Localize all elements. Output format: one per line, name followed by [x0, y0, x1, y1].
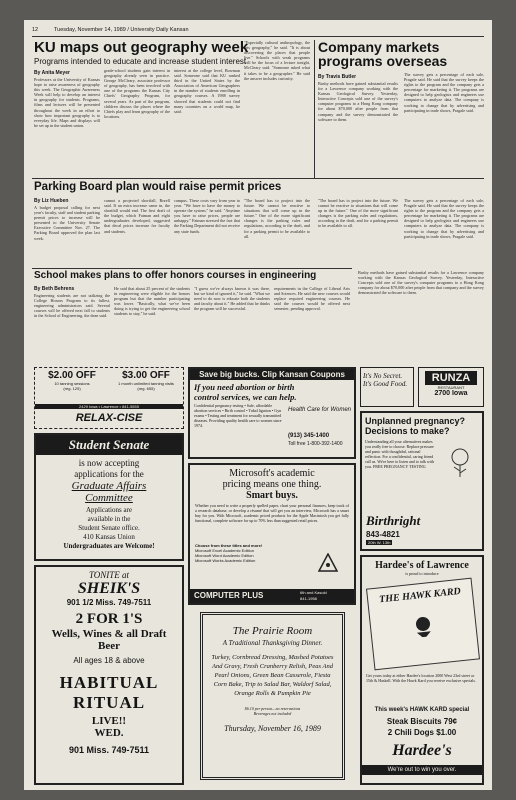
geo-headline: KU maps out geography week [34, 39, 249, 56]
honors-column-4: requirements in the College of Liberal Arts and Sciences. He said the new courses would replace required engineering courses. He said the courses would be offered next semester, pending approval. [274, 286, 350, 312]
computer-plus-bar [190, 589, 354, 603]
page-date: Tuesday, November 14, 1989 / University Daily Kansan [54, 27, 189, 33]
runza-sub: RESTAURANT [437, 385, 465, 390]
hardees-body: Get yours today at either Hardee's location 2000 West 23rd street or 15th & Haskell. With the Hawk Kard you receive exclusive specials. [366, 673, 476, 683]
geo-column-4: "Especially cultural anthropology, the arts geography," he said. "It is about discovering the places that people live." Schools with weak programs will be the focus of a lecture tonight, McCleary said. "Someone asked what it takes to be a geographer." He said the answer includes curiosity. [244, 40, 310, 81]
sheiks-items: Wells, Wines & all Draft Beer [51, 628, 167, 652]
prairie-subtitle: A Traditional Thanksgiving Dinner. [222, 639, 323, 647]
store-address: 6th and Kasold [300, 590, 327, 595]
markets-byline: By Travis Butler [318, 74, 357, 80]
clinic-head-1: If you need abortion or birth [194, 382, 295, 392]
hawk-kard-image [366, 578, 480, 671]
parking-column-2: cannot a projected shortfall, Borell said. If an extra increase came in, the shortfall would end. The first draft of the budget, which Fatman and eight undergraduates developed, suggested that decal prices increase for faculty and students. [104, 198, 170, 234]
microsoft-logo-icon [318, 553, 338, 573]
parking-column-6: The survey gets a percentage of each sale, Pragale said. He said that the survey keeps the rights to the program and the company gets a percentage for marketing it. The programs are designed to help geologists and engineers use computers to analyze data. The company is working to change that by advertising and participating in trade shows, Pragale said. [404, 198, 484, 239]
senate-line5: Applications are [85, 506, 133, 514]
senate-line3: Graduate Affairs [71, 480, 147, 492]
geo-column-3: interest at the college level, Bowman said. Someone said that KU ranked third in the United States by the Association of American Geographers in the number of students enrolling in geography courses. A 1988 survey showed that students could not find many countries on a world map, he said. [174, 68, 240, 114]
birthright-logo: Birthright [366, 513, 421, 528]
microsoft-head-3: Smart buys. [246, 490, 298, 501]
sheiks-address: 901 1/2 Miss. 749-7511 [66, 598, 152, 607]
sheiks-tonite: TONITE at [88, 570, 130, 580]
prairie-price: $6.10 per person—no reservations [244, 706, 301, 711]
senate-line2: applications for the [74, 469, 144, 479]
prairie-title: The Prairie Room [232, 625, 313, 637]
offer2-exp: (reg. 655) [137, 386, 155, 391]
clinic-body: Confidential pregnancy testing • Safe, affordable abortion services • Birth control • Tubal ligation • Gyn exams • Testing and treatment for sexually transmitted diseases. Providing quality health care to women since 1974. [194, 403, 282, 428]
pregnancy-head-2: Decisions to make? [365, 426, 450, 436]
clinic-ad[interactable] [188, 367, 356, 459]
prairie-extra: Beverages not included [253, 711, 292, 716]
hardees-subtitle: is proud to introduce [405, 571, 439, 576]
jayhawk-icon [410, 613, 436, 639]
parking-byline: By Liz Hueben [34, 198, 69, 204]
markets-column-2: The survey gets a percentage of each sale, Pragale said. He said that the survey keeps the rights to the program and the company gets a percentage for marketing it. The programs are designed to help geologists and engineers use computers to analyze data. The company is working to change that by advertising and participating in trade shows, Pragale said. [404, 72, 484, 113]
parking-column-3: campus. These costs vary from year to year. "We have to have the money to operate the system," he said. "Anytime you have to raise prices, people are unhappy." Fatman stressed the fact that the Parking Department did not receive any state funds. [174, 198, 240, 234]
offer1-price: $2.00 OFF [48, 370, 96, 381]
rose-icon [442, 443, 478, 479]
prairie-room-ad[interactable] [200, 612, 345, 780]
hardees-ad[interactable] [360, 555, 484, 785]
hawk-kard-title: THE HAWK KARD [378, 585, 462, 606]
student-senate-ad[interactable] [34, 433, 184, 561]
senate-line4: Committee [85, 492, 133, 504]
microsoft-ad[interactable] [188, 463, 356, 605]
microsoft-head-2: pricing means one thing. [222, 479, 322, 490]
offer1-sub: 10 tanning sessions [54, 381, 90, 386]
sheiks-day: WED. [94, 727, 124, 739]
band-name-1: HABITUAL [59, 673, 159, 692]
parking-column-1: A budget proposal calling for next year's faculty, staff and student parking permit prices to increase will be presented to the University Senate Executive Committee Nov. 27. The Parking Board approved the plan last week. [34, 205, 100, 241]
honors-column-3: "I guess we've always known it was there, but we kind of ignored it," he said. "What we need to do now is educate both the students and faculty about it." He added that he thinks the program will be successful. [194, 286, 270, 312]
page-header [32, 26, 484, 37]
senate-line8: 410 Kansas Union [83, 533, 135, 541]
good-food-line-2: It's Good Food. [363, 380, 408, 388]
prairie-menu: Turkey, Cornbread Dressing, Mashed Potatoes And Gravy, Fresh Cranberry Relish, Peas And Pearl Onions, Green Bean Casserole, Fiesta Corn Bake, Trip to Salad Bar, Waldorf Salad, Orange Rolls & Pumpkin Pie [211, 654, 334, 697]
store-name: COMPUTER PLUS [194, 591, 264, 600]
sheiks-special: 2 FOR 1'S [75, 611, 143, 627]
pregnancy-ad[interactable] [360, 411, 484, 551]
band-name-2: RITUAL [72, 693, 146, 712]
senate-title: Student Senate [36, 435, 182, 455]
store-phone: 841-1958 [300, 596, 317, 601]
parking-column-4: "The board has to project into the future. We cannot be reactive to situations that will come up in the future." One of the more significant changes is the parking rules and regulations, according to the draft, and for a parking permit to be available to all. [244, 198, 310, 239]
good-food-ad[interactable] [360, 367, 414, 407]
runza-logo: RUNZA [425, 371, 477, 385]
markets-continued: Busby methods have gained substantial results for a Lawrence company working with the Kansas Geological Survey. Yesterday, Interactive Concepts sold one of the survey's computer programs to a Hong Kong company for about $70,000 after people from that company and the survey demonstrated the software to them. [358, 270, 484, 296]
offer2-sub: 1 month unlimited tanning visits [118, 381, 174, 386]
senate-line7: Student Senate office. [78, 524, 140, 532]
microsoft-item-1: Microsoft Excel Academic Edition [195, 548, 254, 553]
senate-line1: is now accepting [78, 458, 140, 468]
relaxcise-ad[interactable] [34, 367, 184, 429]
good-food-line-1: It's No Secret. [363, 372, 403, 380]
prairie-date: Thursday, November 16, 1989 [224, 724, 321, 733]
microsoft-body: Whether you need to write a properly spelled paper, chart your personal finances, keep track of a research database, or develop a résumé that will get you an interview, Microsoft has a smart buy for you. With Microsoft, academic priced products for the Apple Macintosh you get fully functional, complete software for up to 70% less than suggested retail prices. [195, 503, 349, 523]
newspaper-page [24, 20, 492, 790]
hardees-title: Hardee's of Lawrence [375, 560, 469, 571]
column-rule [314, 40, 315, 178]
honors-headline: School makes plans to offer honors courses in engineering [34, 270, 317, 281]
sheiks-live: LIVE!! [91, 715, 127, 727]
honors-column-1: Engineering students are not utilizing the College Honors Program to its fullest, engineering administrators said. Several courses will be offered next fall to students in the School of Engineering, the dean said. [34, 293, 110, 319]
microsoft-item-3: Microsoft Works Academic Edition [195, 558, 256, 563]
birthright-address: 20th W. 13th [368, 540, 391, 545]
clinic-head-2: control services, we can help. [194, 392, 297, 402]
honors-column-2: He said that about 25 percent of the students in engineering were eligible for the honors program but that the number participating was lower. "Basically, what we've been doing is trying to get the engineering school students to stay," he said. [114, 286, 190, 317]
microsoft-item-2: Microsoft Word Academic Edition [195, 553, 254, 558]
relaxcise-logo: RELAX-CISE [75, 412, 143, 424]
geo-column-2: grade-school students gain interest in geography already seen in practice. George McCleary, associate professor of geography, has been involved with one of the programs the Kansas City Chiefs' Geography Program, for several years. As part of the program, children discuss the places where the Chiefs play and learn geography of the locations. [104, 68, 170, 119]
section-rule [32, 178, 484, 179]
clinic-name: Health Care for Women [288, 407, 352, 413]
hardees-special-1: Steak Biscuits 79¢ [386, 717, 458, 726]
offer1-exp: (reg. 125) [63, 386, 81, 391]
pregnancy-head-1: Unplanned pregnancy? [365, 416, 466, 426]
coupons-banner: Save big bucks. Clip Kansan Coupons [190, 369, 354, 380]
hardees-logo: Hardee's [392, 742, 452, 759]
geo-deck: Programs intended to educate and increase student interest [34, 57, 247, 66]
microsoft-choose: Choose from these titles and more! [195, 543, 263, 548]
page-number: 12 [32, 27, 39, 33]
relaxcise-address: 2429 Iowa • Lawrence • 841-5555 [35, 404, 183, 409]
parking-headline: Parking Board plan would raise permit prices [34, 181, 282, 193]
senate-line9: Undergraduates are Welcome! [63, 542, 155, 550]
geo-column-1: Professors at the University of Kansas hope to raise awareness of geography this week. The Geographic Awareness Week will help to develop an interest in geography for students. Programs, films and lectures will be presented throughout the week in an effort to show how important geography is to everyday life. Maps and displays will be set up in the student union. [34, 77, 100, 128]
sheiks-name: SHEIK'S [77, 580, 141, 597]
senate-line6: available in the [87, 515, 131, 523]
hardees-week: This week's HAWK KARD special [374, 707, 470, 713]
sheiks-ad[interactable] [34, 565, 184, 785]
microsoft-head-1: Microsoft's academic [229, 468, 315, 479]
geo-byline: By Anita Meyer [34, 70, 70, 76]
honors-byline: By Beth Behrens [34, 286, 75, 292]
markets-column-1: Busby methods have gained substantial results for a Lawrence company working with the Kansas Geological Survey. Yesterday, Interactive Concepts sold one of the survey's computer programs to a Hong Kong company for about $70,000 after people from that company and the survey demonstrated the software to them. [318, 81, 398, 122]
sheiks-ages: All ages 18 & above [73, 656, 145, 665]
hardees-special-2: 2 Chili Dogs $1.00 [387, 728, 457, 737]
sheiks-footer: 901 Miss. 749-7511 [68, 745, 150, 755]
clinic-phone-1: (913) 345-1400 [288, 433, 330, 439]
birthright-phone: 843-4821 [366, 530, 400, 539]
hardees-slogan: We're out to win you over. [362, 765, 482, 775]
runza-address: 2700 Iowa [434, 390, 468, 397]
pregnancy-body: Understanding all your alternatives makes you really free to choose. Replace pressure and panic with thoughtful, rational reflection. For a confidential, caring friend call us. We're here to listen and to talk with you. FREE PREGNANCY TESTING [365, 439, 434, 469]
parking-column-5: "The board has to project into the future. We cannot be reactive to situations that will come up in the future." One of the more significant changes is the parking rules and regulations, according to the draft, and for a parking permit to be available to all. [318, 198, 398, 229]
clinic-phone-2: Toll free 1-800-392-1400 [288, 441, 343, 447]
offer2-price: $3.00 OFF [122, 370, 170, 381]
markets-headline: Company markets programs overseas [318, 39, 448, 69]
runza-ad[interactable] [418, 367, 484, 407]
section-rule [32, 268, 352, 269]
